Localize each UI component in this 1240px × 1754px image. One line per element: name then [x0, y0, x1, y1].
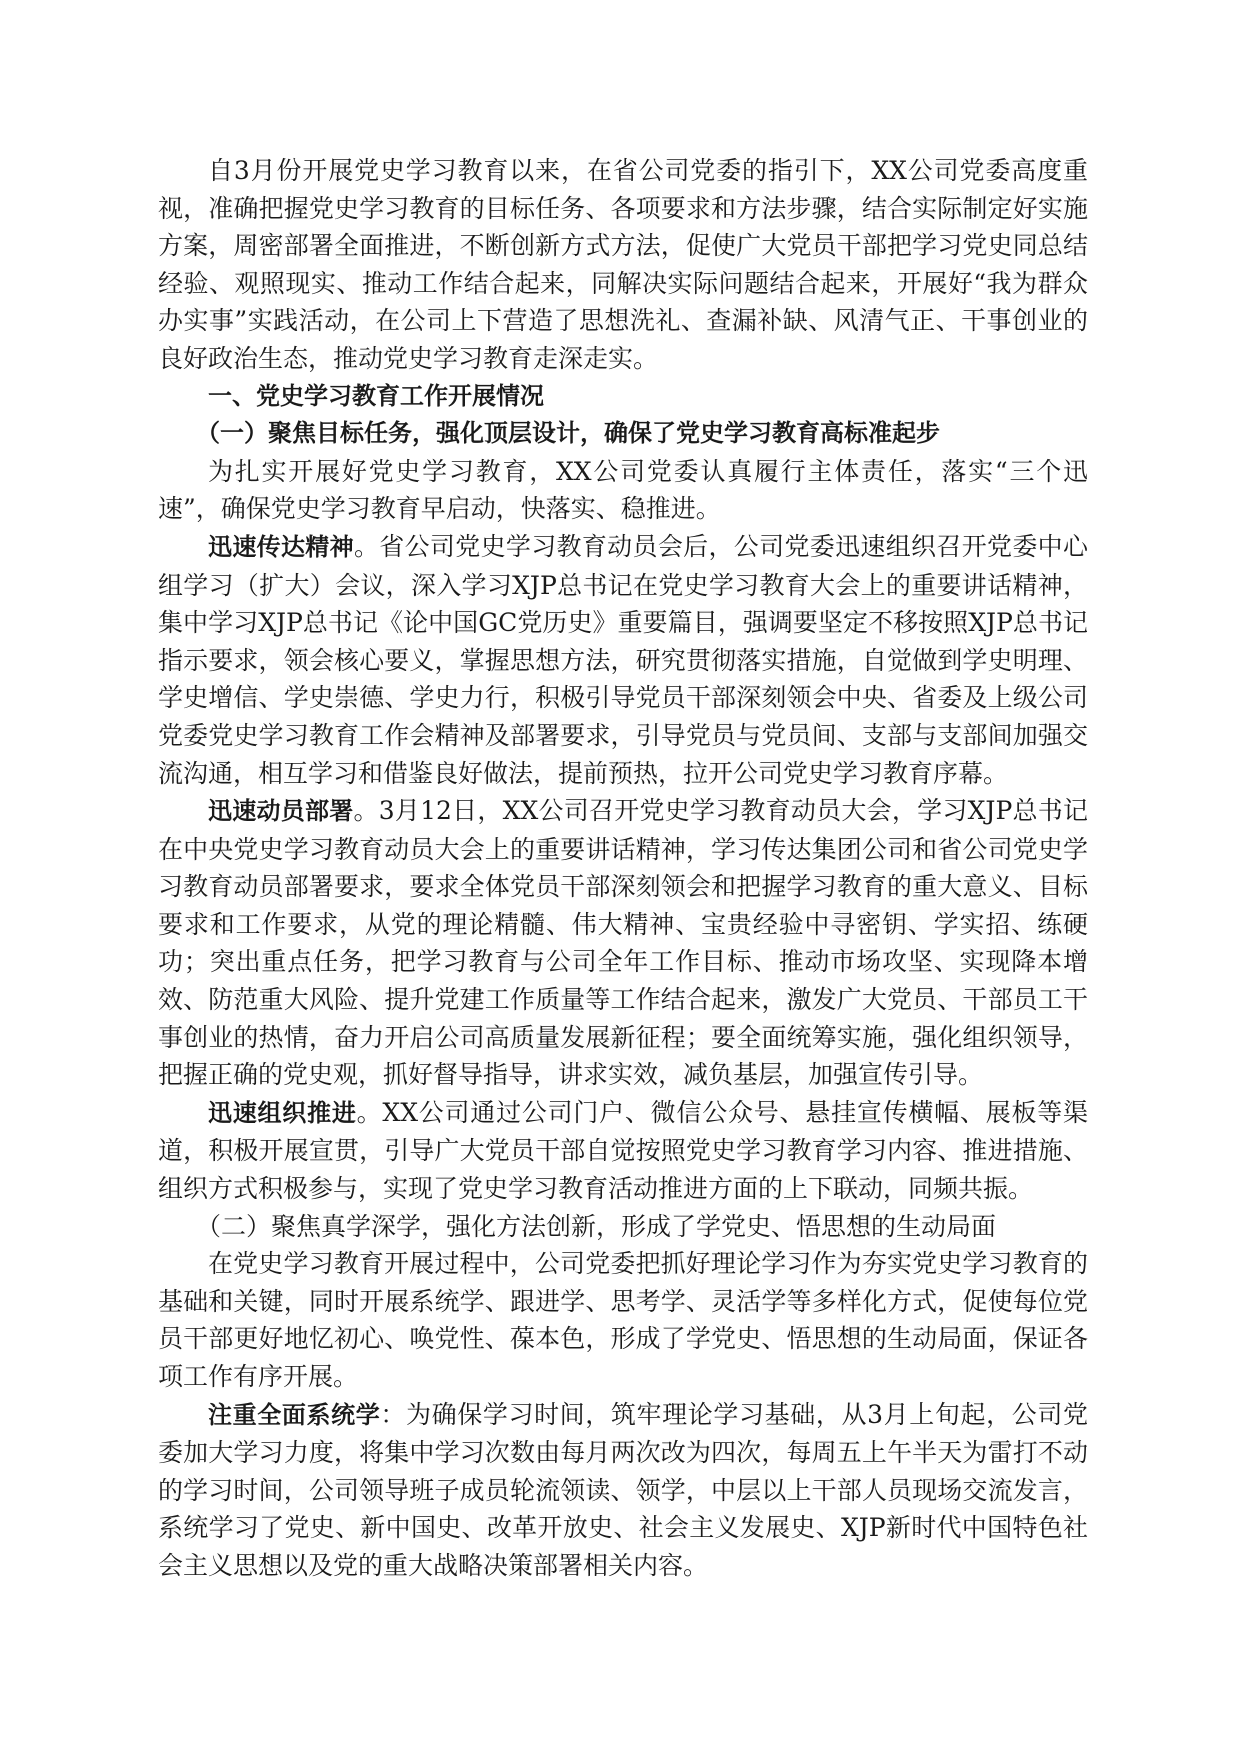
subsection-heading: （二）聚焦真学深学，强化方法创新，形成了学党史、悟思想的生动局面 — [196, 1211, 997, 1241]
body-paragraph — [158, 1396, 1088, 1585]
section-heading: 一、党史学习教育工作开展情况 — [208, 381, 544, 410]
document-page — [158, 152, 1088, 1585]
subsection-intro: 为扎实开展好党史学习教育，XX公司党委认真履行主体责任，落实“三个迅速”，确保党史学习教育早启动，快落实、稳推进。 — [158, 456, 1088, 524]
paragraph-text: 。3月12日，XX公司召开党史学习教育动员大会，学习XJP总书记在中央党史学习教育动员大会上的重要讲话精神，学习传达集团公司和省公司党史学习教育动员部署要求，要求全体党员干部深刻领会和把握学习教育的重大意义、目标要求和工作要求，从党的理论精髓、伟大精神、宝贵经验中寻密钥、学实招、练硬功；突出重点任务，把学习教育与公司全年工作目标、推动市场攻坚、实现降本增效、防范重大风险、提升党建工作质量等工作结合起来，激发广大党员、干部员工干事创业的热情，奋力开启公司高质量发展新征程；要全面统筹实施，强化组织领导，把握正确的党史观，抓好督导指导，讲求实效，减负基层，加强宣传引导。 — [158, 796, 1088, 1090]
body-paragraph — [158, 1094, 1088, 1208]
paragraph-lead: 注重全面系统学 — [208, 1400, 381, 1429]
paragraph-text: 。省公司党史学习教育动员会后，公司党委迅速组织召开党委中心组学习（扩大）会议，深入学习XJP总书记在党史学习教育大会上的重要讲话精神，集中学习XJP总书记《论中国GC党历史》重要篇目，强调要坚定不移按照XJP总书记指示要求，领会核心要义，掌握思想方法，研究贯彻落实措施，自觉做到学史明理、学史增信、学史崇德、学史力行，积极引导党员干部深刻领会中央、省委及上级公司党委党史学习教育工作会精神及部署要求，引导党员与党员间、支部与支部间加强交流沟通，相互学习和借鉴良好做法，提前预热，拉开公司党史学习教育序幕。 — [158, 531, 1089, 788]
paragraph-text: 。XX公司通过公司门户、微信公众号、悬挂宣传横幅、展板等渠道，积极开展宣贯，引导广大党员干部自觉按照党史学习教育学习内容、推进措施、组织方式积极参与，实现了党史学习教育活动推进方面的上下联动，同频共振。 — [158, 1097, 1088, 1204]
intro-paragraph: 自3月份开展党史学习教育以来，在省公司党委的指引下，XX公司党委高度重视，准确把握党史学习教育的目标任务、各项要求和方法步骤，结合实际制定好实施方案，周密部署全面推进，不断创新方式方法，促使广大党员干部把学习党史同总结经验、观照现实、推动工作结合起来，同解决实际问题结合起来，开展好“我为群众办实事”实践活动，在公司上下营造了思想洗礼、查漏补缺、风清气正、干事创业的良好政治生态，推动党史学习教育走深走实。 — [158, 156, 1088, 373]
paragraph-lead: 迅速传达精神 — [208, 532, 354, 561]
paragraph-text: ：为确保学习时间，筑牢理论学习基础，从3月上旬起，公司党委加大学习力度，将集中学习次数由每月两次改为四次，每周五上午半天为雷打不动的学习时间，公司领导班子成员轮流领读、领学，中层以上干部人员现场交流发言，系统学习了党史、新中国史、改革开放史、社会主义发展史、XJP新时代中国特色社会主义思想以及党的重大战略决策部署相关内容。 — [158, 1399, 1088, 1580]
subsection-heading: （一）聚焦目标任务，强化顶层设计，确保了党史学习教育高标准起步 — [196, 419, 940, 448]
paragraph-lead: 迅速动员部署 — [208, 797, 354, 826]
subsection-intro: 在党史学习教育开展过程中，公司党委把抓好理论学习作为夯实党史学习教育的基础和关键，同时开展系统学、跟进学、思考学、灵活学等多样化方式，促使每位党员干部更好地忆初心、唤党性、葆本色，形成了学党史、悟思想的生动局面，保证各项工作有序开展。 — [158, 1249, 1088, 1391]
body-paragraph — [158, 528, 1088, 792]
body-paragraph — [158, 792, 1088, 1094]
paragraph-lead: 迅速组织推进 — [208, 1098, 357, 1127]
